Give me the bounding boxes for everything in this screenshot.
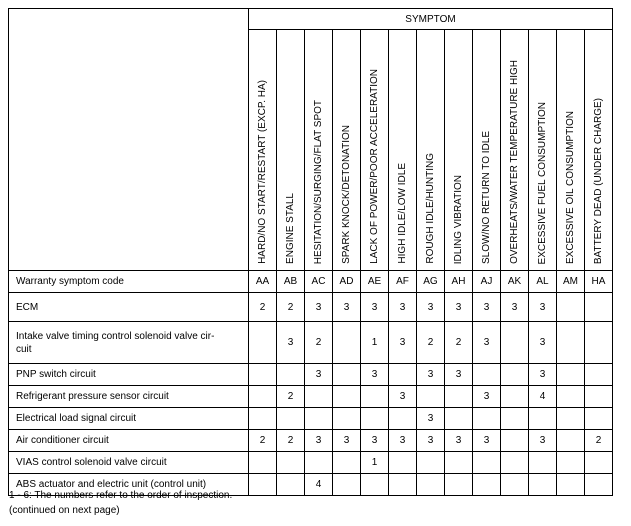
symptom-column-label: ENGINE STALL [284,193,296,264]
inspection-order-cell [305,452,333,474]
symptom-column-label: LACK OF POWER/POOR ACCELERATION [368,69,380,264]
table-row [9,364,613,386]
symptom-column-label: BATTERY DEAD (UNDER CHARGE) [592,97,604,264]
symptom-column-label: EXCESSIVE FUEL CONSUMPTION [536,101,548,264]
inspection-order-cell [529,408,557,430]
inspection-order-cell [501,364,529,386]
inspection-order-cell [585,364,613,386]
inspection-order-cell: 3 [529,430,557,452]
warranty-code-cell: AJ [473,271,501,293]
row-label-cell [9,452,249,474]
row-label: PNP switch circuit [16,369,96,380]
inspection-order-cell [417,386,445,408]
inspection-order-cell [333,452,361,474]
inspection-order-cell [277,474,305,496]
inspection-order-cell [333,322,361,364]
warranty-code-cell: HA [585,271,613,293]
inspection-order-cell: 3 [417,293,445,322]
inspection-order-cell [585,322,613,364]
inspection-order-cell [361,408,389,430]
inspection-order-cell: 3 [417,430,445,452]
inspection-order-cell: 3 [501,293,529,322]
inspection-order-cell: 3 [445,430,473,452]
row-label: VIAS control solenoid valve circuit [16,457,167,468]
inspection-order-cell: 3 [305,430,333,452]
inspection-order-cell [501,430,529,452]
inspection-order-cell [389,364,417,386]
inspection-order-cell: 3 [333,430,361,452]
inspection-order-cell: 3 [529,322,557,364]
row-label: Air conditioner circuit [16,435,109,446]
row-label-cell [9,408,249,430]
continued-note: (continued on next page) [9,505,120,516]
inspection-order-cell [445,408,473,430]
inspection-order-cell [333,408,361,430]
inspection-order-note: 1 - 6: The numbers refer to the order of inspection. [9,490,233,501]
inspection-order-cell [557,386,585,408]
inspection-order-cell: 1 [361,322,389,364]
symptom-column-header [389,30,417,271]
warranty-code-cell: AA [249,271,277,293]
row-label-cell [9,386,249,408]
inspection-order-cell [557,322,585,364]
inspection-order-cell: 2 [277,293,305,322]
symptom-column-header [361,30,389,271]
inspection-order-cell [585,452,613,474]
inspection-order-cell: 3 [389,430,417,452]
row-label: Warranty symptom code [16,276,124,287]
inspection-order-cell [389,408,417,430]
warranty-code-cell: AM [557,271,585,293]
inspection-order-cell [249,452,277,474]
inspection-order-cell: 2 [249,293,277,322]
symptom-column-label: SPARK KNOCK/DETONATION [340,125,352,264]
inspection-order-cell [361,474,389,496]
inspection-order-cell: 2 [585,430,613,452]
row-label: ECM [16,301,39,313]
inspection-order-cell: 3 [473,293,501,322]
table-row [9,322,613,364]
inspection-order-cell: 3 [389,322,417,364]
inspection-order-cell [445,474,473,496]
table-row [9,271,613,293]
inspection-order-cell: 3 [473,386,501,408]
symptom-column-label: HESITATION/SURGING/FLAT SPOT [312,99,324,264]
symptom-column-header [333,30,361,271]
inspection-order-cell: 3 [361,364,389,386]
inspection-order-cell [333,386,361,408]
inspection-order-cell: 3 [529,364,557,386]
warranty-code-cell: AC [305,271,333,293]
warranty-code-cell: AF [389,271,417,293]
symptom-column-header [473,30,501,271]
inspection-order-cell [585,386,613,408]
inspection-order-cell: 2 [277,386,305,408]
inspection-order-cell: 3 [389,293,417,322]
inspection-order-cell [389,452,417,474]
table-row [9,408,613,430]
table-row [9,293,613,322]
warranty-code-cell: AB [277,271,305,293]
table-row [9,386,613,408]
inspection-order-cell [501,386,529,408]
warranty-code-cell: AH [445,271,473,293]
inspection-order-cell: 3 [473,430,501,452]
symptom-column-label: HIGH IDLE/LOW IDLE [396,163,408,264]
inspection-order-cell [249,474,277,496]
inspection-order-cell [445,452,473,474]
symptom-column-header [585,30,613,271]
inspection-order-cell: 3 [361,430,389,452]
inspection-order-cell [501,474,529,496]
inspection-order-cell: 3 [417,364,445,386]
symptom-header: SYMPTOM [249,9,613,30]
inspection-order-cell [473,452,501,474]
inspection-order-cell: 3 [417,408,445,430]
inspection-order-cell: 2 [249,430,277,452]
row-label: Intake valve timing control solenoid valve cir- [16,330,215,342]
inspection-order-cell: 2 [305,322,333,364]
inspection-order-cell: 3 [445,364,473,386]
warranty-code-cell: AE [361,271,389,293]
inspection-order-cell [557,293,585,322]
symptom-column-header [529,30,557,271]
inspection-order-cell: 4 [529,386,557,408]
inspection-order-cell [445,386,473,408]
inspection-order-cell [361,386,389,408]
symptom-column-header [249,30,277,271]
inspection-order-cell: 3 [305,293,333,322]
row-label-cell [9,430,249,452]
symptom-column-header [445,30,473,271]
inspection-order-cell [585,408,613,430]
row-label: ABS actuator and electric unit (control unit) [16,479,207,490]
inspection-order-cell: 3 [389,386,417,408]
symptom-matrix-table [8,8,613,496]
inspection-order-cell [305,386,333,408]
inspection-order-cell [249,386,277,408]
inspection-order-cell [249,364,277,386]
inspection-order-cell [501,322,529,364]
inspection-order-cell [473,408,501,430]
inspection-order-cell [305,408,333,430]
warranty-code-cell: AK [501,271,529,293]
inspection-order-cell [277,452,305,474]
symptom-column-label: ROUGH IDLE/HUNTING [424,153,436,264]
inspection-order-cell [529,474,557,496]
symptom-column-label: IDLING VIBRATION [452,174,464,264]
inspection-order-cell: 1 [361,452,389,474]
inspection-order-cell [417,474,445,496]
inspection-order-cell [249,322,277,364]
symptom-column-header [417,30,445,271]
inspection-order-cell: 4 [305,474,333,496]
inspection-order-cell: 3 [445,293,473,322]
inspection-order-cell [557,452,585,474]
inspection-order-cell [277,408,305,430]
inspection-order-cell [417,452,445,474]
inspection-order-cell [249,408,277,430]
table-row [9,430,613,452]
row-label-cell [9,293,249,322]
inspection-order-cell: 2 [445,322,473,364]
inspection-order-cell [557,430,585,452]
warranty-code-cell: AD [333,271,361,293]
inspection-order-cell [529,452,557,474]
inspection-order-cell: 3 [333,293,361,322]
inspection-order-cell [333,474,361,496]
symptom-column-label: HARD/NO START/RESTART (EXCP. HA) [256,80,268,264]
inspection-order-cell [557,364,585,386]
row-label-cell [9,364,249,386]
inspection-order-cell: 3 [277,322,305,364]
inspection-order-cell [333,364,361,386]
inspection-order-cell [585,474,613,496]
inspection-order-cell [473,474,501,496]
row-label-continuation: cuit [16,343,32,355]
inspection-order-cell: 3 [305,364,333,386]
symptom-column-label: EXCESSIVE OIL CONSUMPTION [564,111,576,264]
symptom-column-header [501,30,529,271]
inspection-order-cell [501,452,529,474]
inspection-order-cell [501,408,529,430]
inspection-order-cell: 2 [277,430,305,452]
symptom-column-header [305,30,333,271]
inspection-order-cell [277,364,305,386]
header-corner-cell [9,9,249,271]
row-label: Refrigerant pressure sensor circuit [16,391,169,402]
warranty-code-cell: AG [417,271,445,293]
inspection-order-cell [473,364,501,386]
inspection-order-cell [557,408,585,430]
inspection-order-cell [389,474,417,496]
row-label-cell [9,322,249,364]
inspection-order-cell [585,293,613,322]
warranty-code-cell: AL [529,271,557,293]
inspection-order-cell: 3 [529,293,557,322]
table-row [9,452,613,474]
symptom-column-label: SLOW/NO RETURN TO IDLE [480,131,492,264]
inspection-order-cell [557,474,585,496]
row-label: Electrical load signal circuit [16,413,137,424]
inspection-order-cell: 3 [361,293,389,322]
inspection-order-cell: 3 [473,322,501,364]
row-label-cell [9,271,249,293]
symptom-column-header [557,30,585,271]
inspection-order-cell: 2 [417,322,445,364]
symptom-column-header [277,30,305,271]
symptom-column-label: OVERHEATS/WATER TEMPERATURE HIGH [508,60,520,264]
